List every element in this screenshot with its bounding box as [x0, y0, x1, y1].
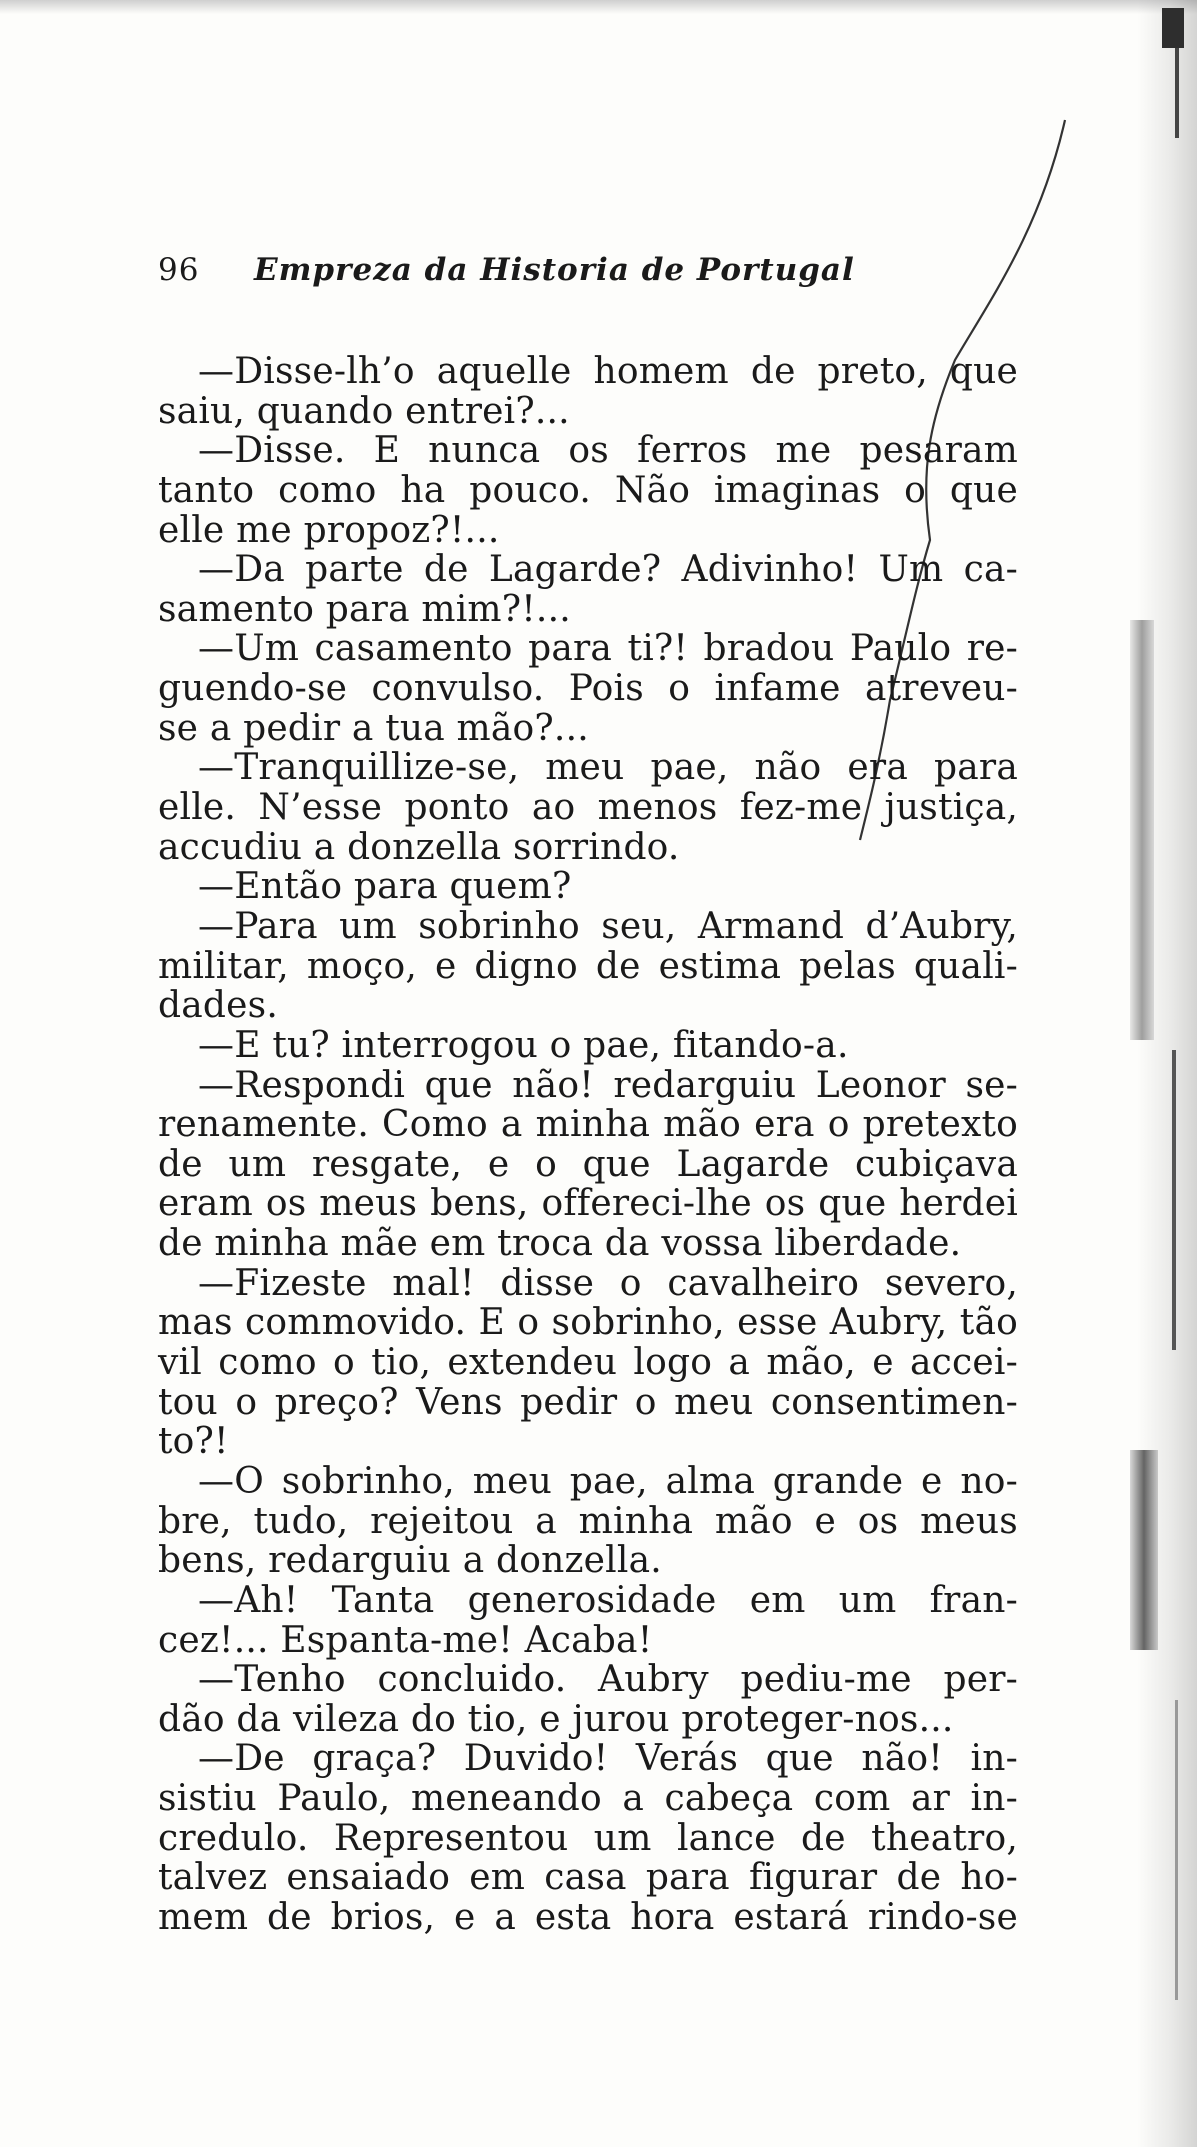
body-text: [158, 352, 1018, 1938]
text-line: eram os meus bens, offereci-lhe os que herdei: [158, 1183, 1018, 1225]
text-line: —Fizeste mal! disse o cavalheiro severo,: [198, 1262, 1018, 1304]
text-line: —E tu? interrogou o pae, fitando-a.: [198, 1024, 849, 1066]
text-line: saiu, quando entrei?...: [158, 390, 570, 432]
text-line: —Então para quem?: [198, 866, 572, 908]
text-line: —Disse-lh’o aquelle homem de preto, que: [198, 351, 1018, 392]
page-binding-shadow: [1137, 0, 1197, 2147]
text-line: accudiu a donzella sorrindo.: [158, 826, 680, 868]
text-line: guendo-se convulso. Pois o infame atreveu-: [158, 668, 1018, 710]
text-line: samento para mim?!...: [158, 588, 571, 630]
text-line: sistiu Paulo, meneando a cabeça com ar in-: [158, 1778, 1018, 1820]
scan-smudge: [1130, 1450, 1158, 1650]
text-line: talvez ensaiado em casa para figurar de ho-: [158, 1857, 1018, 1899]
text-line: —Ah! Tanta generosidade em um fran-: [198, 1579, 1018, 1621]
text-line: —O sobrinho, meu pae, alma grande e no-: [198, 1460, 1018, 1502]
text-line: dades.: [158, 985, 278, 1027]
text-line: tanto como ha pouco. Não imaginas o que: [158, 469, 1018, 511]
page-header: [158, 252, 1018, 302]
scan-mark: [1175, 48, 1179, 138]
text-line: de minha mãe em troca da vossa liberdade.: [158, 1223, 962, 1265]
text-line: elle me propoz?!...: [158, 509, 500, 551]
text-line: credulo. Representou um lance de theatro,: [158, 1817, 1018, 1859]
text-line: cez!... Espanta-me! Acaba!: [158, 1619, 653, 1661]
text-line: —Um casamento para ti?! bradou Paulo re-: [198, 628, 1018, 670]
text-line: —De graça? Duvido! Verás que não! in-: [198, 1738, 1018, 1780]
text-line: —Respondi que não! redarguiu Leonor se-: [198, 1064, 1018, 1106]
text-line: dão da vileza do tio, e jurou proteger-nos...: [158, 1698, 954, 1740]
text-line: mem de brios, e a esta hora estará rindo-se: [158, 1896, 1018, 1938]
page-top-edge: [0, 0, 1197, 14]
text-line: —Disse. E nunca os ferros me pesaram: [198, 430, 1018, 472]
text-line: bens, redarguiu a donzella.: [158, 1540, 662, 1582]
text-line: bre, tudo, rejeitou a minha mão e os meus: [158, 1500, 1018, 1542]
text-line: —Da parte de Lagarde? Adivinho! Um ca-: [198, 549, 1018, 591]
scan-mark: [1175, 1700, 1178, 2000]
scan-smudge: [1130, 620, 1154, 1040]
text-line: militar, moço, e digno de estima pelas quali-: [158, 945, 1018, 987]
text-line: de um resgate, e o que Lagarde cubiçava: [158, 1143, 1018, 1185]
text-line: se a pedir a tua mão?...: [158, 707, 589, 749]
page-number: 96: [158, 252, 200, 288]
text-line: mas commovido. E o sobrinho, esse Aubry, tão: [158, 1302, 1018, 1344]
text-line: —Tenho concluido. Aubry pediu-me per-: [198, 1659, 1018, 1701]
running-title: Empreza da Historia de Portugal: [254, 252, 855, 288]
scan-mark: [1172, 1050, 1176, 1350]
text-line: —Tranquillize-se, meu pae, não era para: [198, 747, 1018, 789]
text-line: elle. N’esse ponto ao menos fez-me justiça,: [158, 787, 1018, 829]
scan-mark: [1162, 8, 1184, 48]
text-line: tou o preço? Vens pedir o meu consentimen-: [158, 1381, 1018, 1423]
text-line: vil como o tio, extendeu logo a mão, e accei-: [158, 1342, 1018, 1384]
text-line: to?!: [158, 1421, 229, 1463]
text-line: renamente. Como a minha mão era o pretexto: [158, 1104, 1018, 1146]
text-line: —Para um sobrinho seu, Armand d’Aubry,: [198, 905, 1018, 947]
